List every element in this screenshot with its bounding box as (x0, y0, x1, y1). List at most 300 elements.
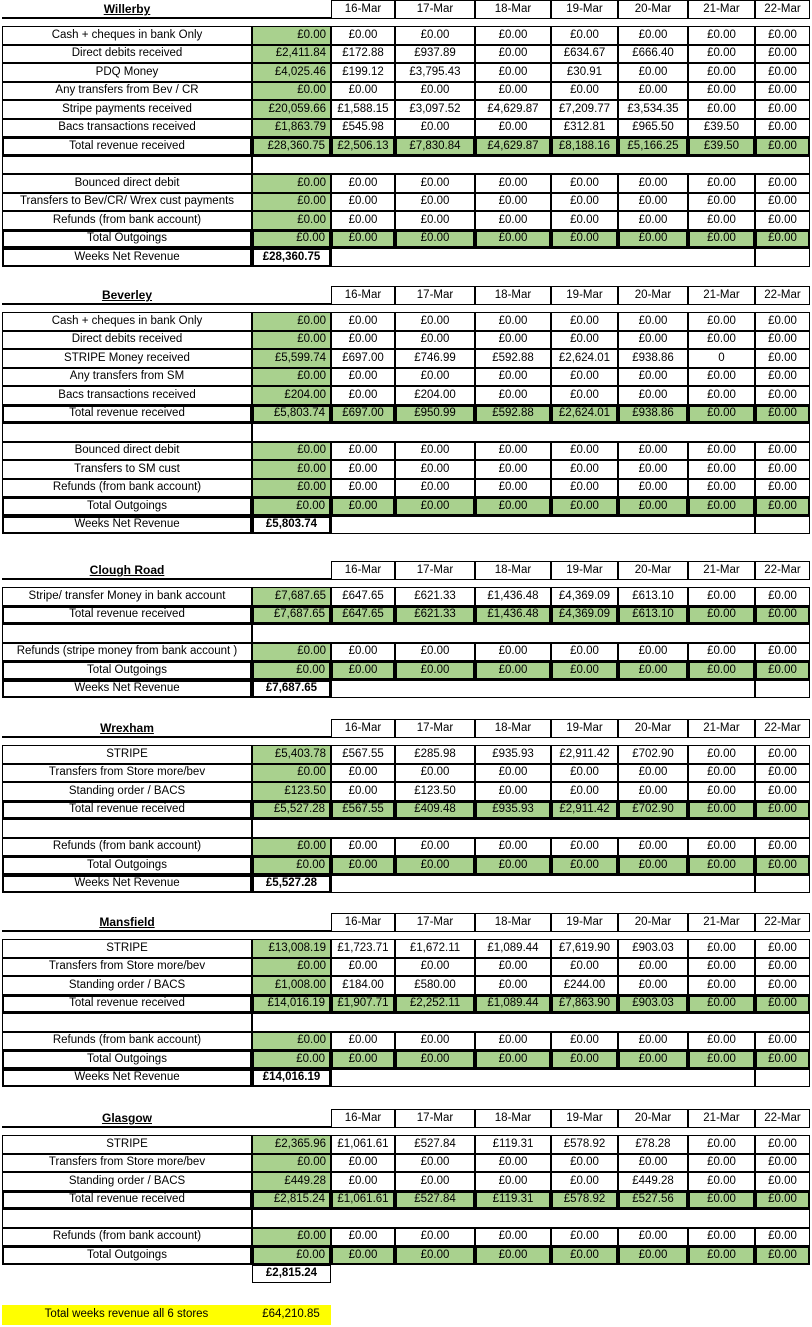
net-revenue-value[interactable]: £28,360.75 (252, 248, 331, 267)
outgoing-row-week-total[interactable]: £0.00 (252, 479, 331, 498)
revenue-total-row-day-value[interactable]: £0.00 (688, 995, 755, 1014)
outgoing-row-day-value[interactable]: £0.00 (755, 442, 810, 461)
outgoing-row-week-total[interactable]: £0.00 (252, 193, 331, 212)
revenue-row-day-value[interactable]: £39.50 (688, 119, 755, 138)
outgoing-row-day-value[interactable]: £0.00 (395, 643, 475, 662)
outgoing-row-label[interactable]: Refunds (from bank account) (2, 211, 252, 230)
revenue-row-day-value[interactable]: £0.00 (331, 312, 395, 331)
revenue-row-day-value[interactable]: £172.88 (331, 45, 395, 64)
revenue-row-day-value[interactable]: £0.00 (618, 26, 688, 45)
outgoing-total-row-day-value[interactable]: £0.00 (475, 230, 551, 249)
revenue-row-day-value[interactable]: £0.00 (688, 312, 755, 331)
revenue-row-week-total[interactable]: £0.00 (252, 764, 331, 783)
outgoing-row-day-value[interactable]: £0.00 (618, 1032, 688, 1051)
revenue-total-row-label[interactable]: Total revenue received (2, 801, 252, 820)
outgoing-total-row-day-value[interactable]: £0.00 (475, 1246, 551, 1265)
outgoing-total-row-day-value[interactable]: £0.00 (475, 661, 551, 680)
revenue-row-day-value[interactable]: £3,534.35 (618, 100, 688, 119)
outgoing-total-row-day-value[interactable]: £0.00 (755, 497, 810, 516)
revenue-row-day-value[interactable]: £0.00 (755, 349, 810, 368)
outgoing-row-day-value[interactable]: £0.00 (475, 1032, 551, 1051)
outgoing-total-row-day-value[interactable]: £0.00 (755, 661, 810, 680)
outgoing-row-day-value[interactable]: £0.00 (551, 1228, 618, 1247)
revenue-row-week-total[interactable]: £449.28 (252, 1172, 331, 1191)
revenue-row-day-value[interactable]: £312.81 (551, 119, 618, 138)
revenue-row-day-value[interactable]: £1,672.11 (395, 939, 475, 958)
revenue-row-day-value[interactable]: £0.00 (755, 1154, 810, 1173)
revenue-row-day-value[interactable]: £0.00 (475, 958, 551, 977)
revenue-row-label[interactable]: STRIPE (2, 1135, 252, 1154)
outgoing-row-day-value[interactable]: £0.00 (331, 479, 395, 498)
revenue-row-day-value[interactable]: £244.00 (551, 976, 618, 995)
revenue-total-row-day-value[interactable]: £2,624.01 (551, 405, 618, 424)
outgoing-row-day-value[interactable]: £0.00 (618, 479, 688, 498)
revenue-row-day-value[interactable]: £123.50 (395, 782, 475, 801)
outgoing-total-row-day-value[interactable]: £0.00 (331, 661, 395, 680)
revenue-row-day-value[interactable]: £0.00 (755, 958, 810, 977)
revenue-row-day-value[interactable]: £0.00 (755, 939, 810, 958)
revenue-row-day-value[interactable]: £0.00 (688, 45, 755, 64)
date-header[interactable]: 16-Mar (331, 719, 395, 738)
revenue-row-day-value[interactable]: £0.00 (618, 764, 688, 783)
revenue-row-day-value[interactable]: £184.00 (331, 976, 395, 995)
revenue-row-day-value[interactable]: £0.00 (475, 63, 551, 82)
outgoing-total-row-week-total[interactable]: £0.00 (252, 497, 331, 516)
revenue-row-day-value[interactable]: £0.00 (688, 331, 755, 350)
date-header[interactable]: 16-Mar (331, 286, 395, 305)
revenue-total-row-day-value[interactable]: £592.88 (475, 405, 551, 424)
revenue-row-day-value[interactable]: £7,209.77 (551, 100, 618, 119)
revenue-row-day-value[interactable]: £0.00 (331, 782, 395, 801)
revenue-row-day-value[interactable]: £0.00 (618, 386, 688, 405)
outgoing-total-row-day-value[interactable]: £0.00 (551, 1050, 618, 1069)
date-header[interactable]: 18-Mar (475, 561, 551, 580)
revenue-row-day-value[interactable]: £580.00 (395, 976, 475, 995)
outgoing-total-row-day-value[interactable]: £0.00 (755, 1246, 810, 1265)
revenue-row-label[interactable]: Stripe/ transfer Money in bank account (2, 587, 252, 606)
spacer-cell[interactable] (2, 1209, 252, 1228)
store-title[interactable]: Mansfield (99, 915, 155, 930)
spacer-cell[interactable] (2, 819, 252, 838)
outgoing-total-row-day-value[interactable]: £0.00 (551, 1246, 618, 1265)
revenue-row-week-total[interactable]: £2,411.84 (252, 45, 331, 64)
outgoing-row-day-value[interactable]: £0.00 (755, 193, 810, 212)
outgoing-row-day-value[interactable]: £0.00 (688, 193, 755, 212)
revenue-row-day-value[interactable]: £3,097.52 (395, 100, 475, 119)
revenue-row-day-value[interactable]: £0.00 (688, 745, 755, 764)
spacer-cell[interactable] (252, 1013, 810, 1032)
revenue-total-row-day-value[interactable]: £621.33 (395, 606, 475, 625)
outgoing-total-row-label[interactable]: Total Outgoings (2, 1246, 252, 1265)
revenue-row-week-total[interactable]: £0.00 (252, 1154, 331, 1173)
revenue-row-week-total[interactable]: £0.00 (252, 958, 331, 977)
outgoing-row-label[interactable]: Bounced direct debit (2, 174, 252, 193)
date-header[interactable]: 17-Mar (395, 561, 475, 580)
revenue-row-day-value[interactable]: £0.00 (755, 764, 810, 783)
outgoing-total-row-day-value[interactable]: £0.00 (688, 497, 755, 516)
spacer-cell[interactable] (252, 819, 810, 838)
revenue-total-row-day-value[interactable]: £0.00 (755, 137, 810, 156)
date-header[interactable]: 21-Mar (688, 719, 755, 738)
revenue-row-day-value[interactable]: £0.00 (475, 119, 551, 138)
outgoing-row-day-value[interactable]: £0.00 (618, 838, 688, 857)
outgoing-total-row-day-value[interactable]: £0.00 (688, 230, 755, 249)
outgoing-total-row-day-value[interactable]: £0.00 (395, 1246, 475, 1265)
revenue-total-row-day-value[interactable]: £0.00 (755, 801, 810, 820)
date-header[interactable]: 18-Mar (475, 913, 551, 932)
outgoing-row-day-value[interactable]: £0.00 (618, 460, 688, 479)
revenue-total-row-day-value[interactable]: £1,907.71 (331, 995, 395, 1014)
revenue-row-week-total[interactable]: £0.00 (252, 312, 331, 331)
revenue-row-label[interactable]: Standing order / BACS (2, 976, 252, 995)
revenue-row-day-value[interactable]: £0.00 (618, 976, 688, 995)
revenue-total-row-day-value[interactable]: £950.99 (395, 405, 475, 424)
revenue-row-day-value[interactable]: £2,624.01 (551, 349, 618, 368)
revenue-total-row-day-value[interactable]: £935.93 (475, 801, 551, 820)
outgoing-row-day-value[interactable]: £0.00 (395, 174, 475, 193)
outgoing-row-day-value[interactable]: £0.00 (395, 479, 475, 498)
revenue-row-day-value[interactable]: £0.00 (475, 82, 551, 101)
revenue-row-day-value[interactable]: £0.00 (755, 386, 810, 405)
outgoing-row-label[interactable]: Refunds (from bank account) (2, 1228, 252, 1247)
outgoing-total-row-day-value[interactable]: £0.00 (688, 661, 755, 680)
date-header[interactable]: 18-Mar (475, 286, 551, 305)
outgoing-row-label[interactable]: Refunds (stripe money from bank account ) (2, 643, 252, 662)
revenue-total-row-day-value[interactable]: £938.86 (618, 405, 688, 424)
revenue-row-day-value[interactable]: £0.00 (475, 1154, 551, 1173)
revenue-row-day-value[interactable]: £0.00 (755, 63, 810, 82)
outgoing-row-day-value[interactable]: £0.00 (755, 460, 810, 479)
revenue-row-day-value[interactable]: £0.00 (755, 976, 810, 995)
revenue-row-day-value[interactable]: £0.00 (551, 1154, 618, 1173)
outgoing-total-row-day-value[interactable]: £0.00 (618, 1246, 688, 1265)
date-header[interactable]: 22-Mar (755, 286, 810, 305)
revenue-row-day-value[interactable]: £0.00 (475, 368, 551, 387)
revenue-row-day-value[interactable]: £0.00 (755, 45, 810, 64)
revenue-row-label[interactable]: STRIPE (2, 939, 252, 958)
revenue-row-week-total[interactable]: £1,008.00 (252, 976, 331, 995)
revenue-total-row-label[interactable]: Total revenue received (2, 606, 252, 625)
outgoing-row-day-value[interactable]: £0.00 (331, 838, 395, 857)
outgoing-total-row-day-value[interactable]: £0.00 (618, 856, 688, 875)
date-header[interactable]: 20-Mar (618, 0, 688, 19)
revenue-row-label[interactable]: STRIPE Money received (2, 349, 252, 368)
date-header[interactable]: 22-Mar (755, 561, 810, 580)
revenue-row-day-value[interactable]: £545.98 (331, 119, 395, 138)
revenue-row-day-value[interactable]: £0.00 (475, 386, 551, 405)
revenue-row-day-value[interactable]: £7,619.90 (551, 939, 618, 958)
revenue-row-day-value[interactable]: £0.00 (331, 1172, 395, 1191)
revenue-row-day-value[interactable]: £0.00 (755, 782, 810, 801)
outgoing-total-row-day-value[interactable]: £0.00 (551, 661, 618, 680)
outgoing-total-row-day-value[interactable]: £0.00 (331, 497, 395, 516)
outgoing-row-day-value[interactable]: £0.00 (755, 838, 810, 857)
outgoing-row-day-value[interactable]: £0.00 (395, 1032, 475, 1051)
outgoing-total-row-label[interactable]: Total Outgoings (2, 497, 252, 516)
revenue-total-row-label[interactable]: Total revenue received (2, 1191, 252, 1210)
net-revenue-blank[interactable] (331, 516, 755, 535)
date-header[interactable]: 19-Mar (551, 286, 618, 305)
revenue-row-day-value[interactable]: £4,629.87 (475, 100, 551, 119)
revenue-row-day-value[interactable]: £0.00 (331, 26, 395, 45)
store-title[interactable]: Willerby (103, 2, 151, 17)
outgoing-row-day-value[interactable]: £0.00 (755, 1032, 810, 1051)
outgoing-row-day-value[interactable]: £0.00 (618, 193, 688, 212)
revenue-total-row-day-value[interactable]: £2,506.13 (331, 137, 395, 156)
revenue-total-row-day-value[interactable]: £4,629.87 (475, 137, 551, 156)
net-revenue-blank[interactable] (755, 1069, 810, 1088)
outgoing-total-row-day-value[interactable]: £0.00 (618, 661, 688, 680)
revenue-row-day-value[interactable]: £0.00 (395, 764, 475, 783)
revenue-total-row-label[interactable]: Total revenue received (2, 995, 252, 1014)
revenue-row-day-value[interactable]: £0.00 (395, 82, 475, 101)
revenue-row-day-value[interactable]: £0.00 (755, 119, 810, 138)
date-header[interactable]: 16-Mar (331, 913, 395, 932)
revenue-total-row-week-total[interactable]: £7,687.65 (252, 606, 331, 625)
outgoing-row-label[interactable]: Transfers to SM cust (2, 460, 252, 479)
spacer-cell[interactable] (2, 156, 252, 175)
grand-total-label[interactable]: Total weeks revenue all 6 stores (2, 1305, 251, 1325)
revenue-row-day-value[interactable]: £0.00 (395, 958, 475, 977)
revenue-row-day-value[interactable]: £0.00 (551, 82, 618, 101)
revenue-total-row-day-value[interactable]: £1,061.61 (331, 1191, 395, 1210)
revenue-row-day-value[interactable]: £965.50 (618, 119, 688, 138)
revenue-row-day-value[interactable]: £0.00 (551, 764, 618, 783)
revenue-row-day-value[interactable]: £634.67 (551, 45, 618, 64)
revenue-row-day-value[interactable]: £204.00 (395, 386, 475, 405)
outgoing-row-label[interactable]: Refunds (from bank account) (2, 838, 252, 857)
net-revenue-blank[interactable] (755, 516, 810, 535)
outgoing-total-row-day-value[interactable]: £0.00 (475, 856, 551, 875)
net-revenue-value[interactable]: £7,687.65 (252, 680, 331, 699)
revenue-row-day-value[interactable]: £3,795.43 (395, 63, 475, 82)
outgoing-row-day-value[interactable]: £0.00 (551, 211, 618, 230)
revenue-total-row-day-value[interactable]: £7,863.90 (551, 995, 618, 1014)
revenue-total-row-week-total[interactable]: £14,016.19 (252, 995, 331, 1014)
outgoing-row-week-total[interactable]: £0.00 (252, 1228, 331, 1247)
revenue-row-week-total[interactable]: £20,059.66 (252, 100, 331, 119)
net-revenue-label[interactable]: Weeks Net Revenue (2, 1069, 252, 1088)
revenue-row-day-value[interactable]: £0.00 (395, 368, 475, 387)
outgoing-row-day-value[interactable]: £0.00 (331, 193, 395, 212)
outgoing-total-row-day-value[interactable]: £0.00 (551, 230, 618, 249)
net-revenue-blank[interactable] (331, 875, 755, 894)
date-header[interactable]: 22-Mar (755, 1109, 810, 1128)
date-header[interactable]: 19-Mar (551, 913, 618, 932)
revenue-row-day-value[interactable]: £0.00 (688, 368, 755, 387)
revenue-row-day-value[interactable]: £0.00 (755, 587, 810, 606)
outgoing-row-day-value[interactable]: £0.00 (755, 211, 810, 230)
revenue-row-day-value[interactable]: £938.86 (618, 349, 688, 368)
revenue-row-day-value[interactable]: £0.00 (395, 26, 475, 45)
revenue-total-row-day-value[interactable]: £0.00 (755, 606, 810, 625)
revenue-row-day-value[interactable]: £30.91 (551, 63, 618, 82)
outgoing-row-week-total[interactable]: £0.00 (252, 460, 331, 479)
date-header[interactable]: 17-Mar (395, 0, 475, 19)
date-header[interactable]: 20-Mar (618, 561, 688, 580)
net-revenue-value[interactable]: £2,815.24 (252, 1265, 331, 1284)
revenue-total-row-week-total[interactable]: £5,527.28 (252, 801, 331, 820)
net-revenue-value[interactable]: £14,016.19 (252, 1069, 331, 1088)
revenue-row-label[interactable]: Direct debits received (2, 331, 252, 350)
revenue-total-row-day-value[interactable]: £567.55 (331, 801, 395, 820)
store-title[interactable]: Clough Road (89, 563, 165, 578)
outgoing-total-row-day-value[interactable]: £0.00 (688, 856, 755, 875)
outgoing-row-day-value[interactable]: £0.00 (551, 174, 618, 193)
revenue-row-day-value[interactable]: £621.33 (395, 587, 475, 606)
revenue-row-week-total[interactable]: £0.00 (252, 368, 331, 387)
date-header[interactable]: 17-Mar (395, 286, 475, 305)
outgoing-total-row-day-value[interactable]: £0.00 (331, 856, 395, 875)
revenue-row-day-value[interactable]: £592.88 (475, 349, 551, 368)
revenue-row-day-value[interactable]: £0.00 (475, 331, 551, 350)
outgoing-row-day-value[interactable]: £0.00 (475, 1228, 551, 1247)
outgoing-row-label[interactable]: Refunds (from bank account) (2, 479, 252, 498)
date-header[interactable]: 18-Mar (475, 0, 551, 19)
revenue-total-row-label[interactable]: Total revenue received (2, 137, 252, 156)
grand-total-value[interactable]: £64,210.85 (251, 1305, 331, 1325)
revenue-row-day-value[interactable]: £0.00 (688, 1135, 755, 1154)
revenue-row-week-total[interactable]: £0.00 (252, 26, 331, 45)
revenue-row-day-value[interactable]: £0.00 (331, 368, 395, 387)
outgoing-row-week-total[interactable]: £0.00 (252, 174, 331, 193)
date-header[interactable]: 18-Mar (475, 1109, 551, 1128)
outgoing-total-row-day-value[interactable]: £0.00 (395, 230, 475, 249)
date-header[interactable]: 16-Mar (331, 561, 395, 580)
outgoing-row-day-value[interactable]: £0.00 (475, 174, 551, 193)
outgoing-row-day-value[interactable]: £0.00 (551, 479, 618, 498)
outgoing-row-label[interactable]: Bounced direct debit (2, 442, 252, 461)
revenue-row-day-value[interactable]: £935.93 (475, 745, 551, 764)
revenue-row-day-value[interactable]: £119.31 (475, 1135, 551, 1154)
spacer-cell[interactable] (2, 1013, 252, 1032)
outgoing-total-row-label[interactable]: Total Outgoings (2, 1050, 252, 1069)
revenue-row-day-value[interactable]: £613.10 (618, 587, 688, 606)
outgoing-row-day-value[interactable]: £0.00 (475, 442, 551, 461)
revenue-total-row-day-value[interactable]: £39.50 (688, 137, 755, 156)
date-header[interactable]: 22-Mar (755, 719, 810, 738)
revenue-total-row-day-value[interactable]: £0.00 (688, 801, 755, 820)
net-revenue-blank[interactable] (755, 680, 810, 699)
outgoing-row-day-value[interactable]: £0.00 (688, 838, 755, 857)
revenue-row-day-value[interactable]: £0.00 (551, 782, 618, 801)
outgoing-row-day-value[interactable]: £0.00 (618, 643, 688, 662)
outgoing-row-day-value[interactable]: £0.00 (618, 174, 688, 193)
revenue-row-day-value[interactable]: £0.00 (395, 119, 475, 138)
outgoing-total-row-day-value[interactable]: £0.00 (618, 230, 688, 249)
outgoing-row-day-value[interactable]: £0.00 (395, 211, 475, 230)
revenue-row-day-value[interactable]: £0.00 (618, 958, 688, 977)
outgoing-total-row-day-value[interactable]: £0.00 (688, 1050, 755, 1069)
outgoing-row-day-value[interactable]: £0.00 (395, 193, 475, 212)
outgoing-row-week-total[interactable]: £0.00 (252, 838, 331, 857)
revenue-row-day-value[interactable]: £0.00 (618, 63, 688, 82)
outgoing-total-row-label[interactable]: Total Outgoings (2, 856, 252, 875)
outgoing-row-week-total[interactable]: £0.00 (252, 643, 331, 662)
date-header[interactable]: 19-Mar (551, 1109, 618, 1128)
revenue-total-row-day-value[interactable]: £0.00 (688, 1191, 755, 1210)
revenue-row-day-value[interactable]: £0.00 (475, 1172, 551, 1191)
revenue-row-day-value[interactable]: £0.00 (331, 958, 395, 977)
revenue-row-day-value[interactable]: £702.90 (618, 745, 688, 764)
outgoing-row-day-value[interactable]: £0.00 (688, 1032, 755, 1051)
revenue-row-day-value[interactable]: £0.00 (688, 100, 755, 119)
net-revenue-label[interactable]: Weeks Net Revenue (2, 680, 252, 699)
outgoing-row-day-value[interactable]: £0.00 (688, 1228, 755, 1247)
revenue-row-label[interactable]: Transfers from Store more/bev (2, 958, 252, 977)
net-revenue-label[interactable]: Weeks Net Revenue (2, 516, 252, 535)
outgoing-total-row-day-value[interactable]: £0.00 (618, 1050, 688, 1069)
revenue-row-day-value[interactable]: £647.65 (331, 587, 395, 606)
outgoing-total-row-week-total[interactable]: £0.00 (252, 1050, 331, 1069)
revenue-row-week-total[interactable]: £0.00 (252, 82, 331, 101)
revenue-row-week-total[interactable]: £204.00 (252, 386, 331, 405)
date-header[interactable]: 22-Mar (755, 0, 810, 19)
revenue-row-day-value[interactable]: £0.00 (688, 1172, 755, 1191)
revenue-row-week-total[interactable]: £2,365.96 (252, 1135, 331, 1154)
revenue-row-day-value[interactable]: £0.00 (475, 764, 551, 783)
date-header[interactable]: 21-Mar (688, 0, 755, 19)
revenue-row-day-value[interactable]: £0.00 (688, 764, 755, 783)
date-header[interactable]: 17-Mar (395, 1109, 475, 1128)
revenue-row-day-value[interactable]: £0.00 (551, 312, 618, 331)
revenue-total-row-day-value[interactable]: £578.92 (551, 1191, 618, 1210)
revenue-row-day-value[interactable]: £0.00 (551, 958, 618, 977)
revenue-row-label[interactable]: Any transfers from Bev / CR (2, 82, 252, 101)
outgoing-row-day-value[interactable]: £0.00 (331, 1228, 395, 1247)
outgoing-row-day-value[interactable]: £0.00 (551, 643, 618, 662)
revenue-row-week-total[interactable]: £123.50 (252, 782, 331, 801)
revenue-total-row-day-value[interactable]: £4,369.09 (551, 606, 618, 625)
revenue-row-label[interactable]: Transfers from Store more/bev (2, 1154, 252, 1173)
outgoing-row-day-value[interactable]: £0.00 (551, 1032, 618, 1051)
revenue-row-label[interactable]: PDQ Money (2, 63, 252, 82)
revenue-row-label[interactable]: Any transfers from SM (2, 368, 252, 387)
outgoing-row-day-value[interactable]: £0.00 (618, 1228, 688, 1247)
revenue-row-day-value[interactable]: £0.00 (688, 587, 755, 606)
outgoing-row-day-value[interactable]: £0.00 (331, 460, 395, 479)
revenue-row-day-value[interactable]: £0.00 (551, 331, 618, 350)
revenue-total-row-day-value[interactable]: £613.10 (618, 606, 688, 625)
outgoing-row-week-total[interactable]: £0.00 (252, 211, 331, 230)
revenue-row-day-value[interactable]: £0.00 (475, 312, 551, 331)
outgoing-total-row-day-value[interactable]: £0.00 (475, 1050, 551, 1069)
revenue-row-day-value[interactable]: £0.00 (395, 312, 475, 331)
outgoing-row-day-value[interactable]: £0.00 (331, 442, 395, 461)
outgoing-total-row-day-value[interactable]: £0.00 (551, 856, 618, 875)
revenue-total-row-week-total[interactable]: £5,803.74 (252, 405, 331, 424)
net-revenue-blank[interactable] (755, 875, 810, 894)
revenue-row-day-value[interactable]: £0.00 (331, 331, 395, 350)
date-header[interactable]: 21-Mar (688, 913, 755, 932)
revenue-row-day-value[interactable]: £0.00 (475, 26, 551, 45)
revenue-row-week-total[interactable]: £4,025.46 (252, 63, 331, 82)
outgoing-row-day-value[interactable]: £0.00 (755, 174, 810, 193)
net-revenue-blank[interactable] (755, 248, 810, 267)
revenue-row-label[interactable]: Standing order / BACS (2, 1172, 252, 1191)
revenue-row-day-value[interactable]: £0.00 (688, 976, 755, 995)
outgoing-row-day-value[interactable]: £0.00 (688, 643, 755, 662)
net-revenue-blank[interactable] (331, 248, 755, 267)
outgoing-total-row-day-value[interactable]: £0.00 (755, 230, 810, 249)
outgoing-row-label[interactable]: Transfers to Bev/CR/ Wrex cust payments (2, 193, 252, 212)
revenue-row-day-value[interactable]: £0.00 (688, 1154, 755, 1173)
date-header[interactable]: 16-Mar (331, 1109, 395, 1128)
revenue-row-day-value[interactable]: £0.00 (395, 331, 475, 350)
outgoing-total-row-week-total[interactable]: £0.00 (252, 856, 331, 875)
outgoing-total-row-label[interactable]: Total Outgoings (2, 230, 252, 249)
revenue-row-week-total[interactable]: £13,008.19 (252, 939, 331, 958)
